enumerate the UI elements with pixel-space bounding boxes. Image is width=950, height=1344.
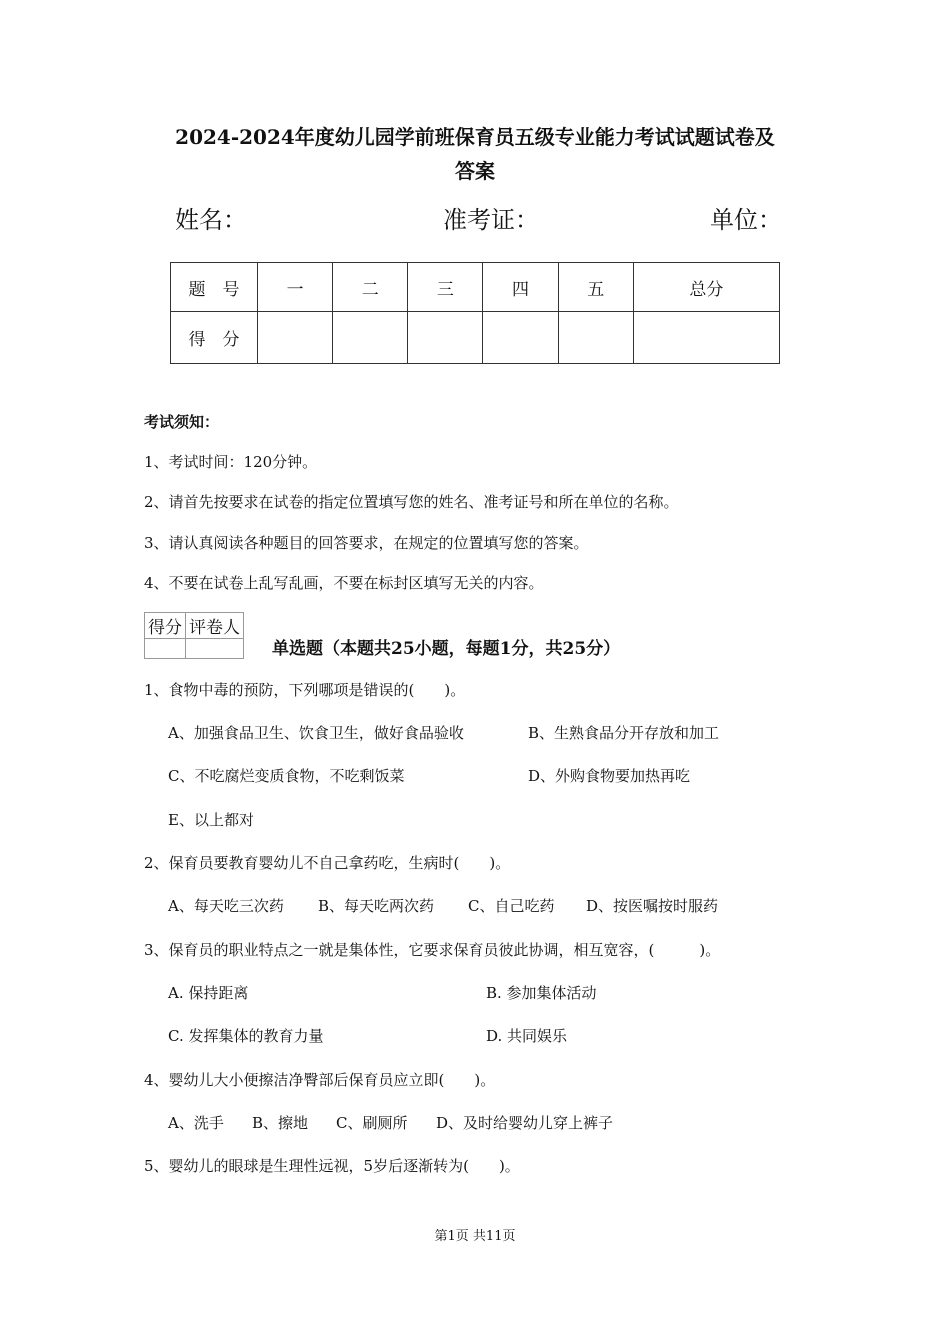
question-option[interactable]: D、及时给婴幼儿穿上裤子 [436, 1114, 614, 1132]
exam-title-line1: 2024-2024年度幼儿园学前班保育员五级专业能力考试试题试卷及 [175, 125, 775, 149]
question-stem: 3、保育员的职业特点之一就是集体性，它要求保育员彼此协调，相互宽容，( )。 [144, 941, 721, 959]
grader-name-label: 评卷人 [186, 613, 244, 639]
instruction-item: 2、请首先按要求在试卷的指定位置填写您的姓名、准考证号和所在单位的名称。 [144, 493, 679, 511]
instruction-item: 1、考试时间：120分钟。 [144, 453, 318, 471]
question-option[interactable]: B. 参加集体活动 [486, 984, 597, 1002]
name-field-label: 姓名： [175, 206, 247, 234]
score-cell-total[interactable] [633, 312, 779, 364]
question-option[interactable]: C、不吃腐烂变质食物，不吃剩饭菜 [168, 767, 405, 785]
question-option[interactable]: D、外购食物要加热再吃 [528, 767, 691, 785]
score-cell-2[interactable] [333, 312, 408, 364]
instruction-item: 4、不要在试卷上乱写乱画，不要在标封区填写无关的内容。 [144, 574, 544, 592]
score-table-score-row [171, 312, 780, 364]
grader-name-cell[interactable] [186, 639, 244, 659]
question-option[interactable]: A、洗手 [168, 1114, 224, 1132]
question-stem: 2、保育员要教育婴幼儿不自己拿药吃，生病时( )。 [144, 854, 511, 872]
score-cell-1[interactable] [258, 312, 333, 364]
question-stem: 1、食物中毒的预防，下列哪项是错误的( )。 [144, 681, 466, 699]
exam-title-line2: 答案 [455, 159, 495, 183]
score-label: 得 分 [171, 312, 258, 364]
question-stem: 5、婴幼儿的眼球是生理性远视，5岁后逐渐转为( )。 [144, 1157, 520, 1175]
score-col-3: 三 [408, 263, 483, 312]
score-table [170, 262, 780, 364]
question-option[interactable]: B、生熟食品分开存放和加工 [528, 724, 720, 742]
question-option[interactable]: A. 保持距离 [168, 984, 249, 1002]
score-col-1: 一 [258, 263, 333, 312]
question-option[interactable]: B、擦地 [252, 1114, 309, 1132]
instruction-item: 3、请认真阅读各种题目的回答要求，在规定的位置填写您的答案。 [144, 534, 589, 552]
question-stem: 4、婴幼儿大小便擦洁净臀部后保育员应立即( )。 [144, 1071, 496, 1089]
question-option[interactable]: B、每天吃两次药 [318, 897, 435, 915]
score-table-header-row [171, 263, 780, 312]
grader-box [144, 612, 244, 659]
instructions-heading: 考试须知： [144, 413, 220, 431]
score-cell-3[interactable] [408, 312, 483, 364]
score-col-5: 五 [558, 263, 633, 312]
score-cell-4[interactable] [483, 312, 558, 364]
question-option[interactable]: A、每天吃三次药 [168, 897, 284, 915]
page-footer: 第1页 共11页 [434, 1229, 516, 1244]
question-option[interactable]: E、以上都对 [168, 811, 254, 829]
unit-field-label: 单位： [710, 206, 782, 234]
score-cell-5[interactable] [558, 312, 633, 364]
question-option[interactable]: C. 发挥集体的教育力量 [168, 1027, 324, 1045]
score-col-4: 四 [483, 263, 558, 312]
score-col-2: 二 [333, 263, 408, 312]
question-option[interactable]: D. 共同娱乐 [486, 1027, 568, 1045]
section-title: 单选题（本题共25小题，每题1分，共25分） [272, 639, 621, 659]
question-option[interactable]: A、加强食品卫生、饮食卫生，做好食品验收 [168, 724, 464, 742]
grader-score-cell[interactable] [145, 639, 186, 659]
question-option[interactable]: C、自己吃药 [468, 897, 555, 915]
exam-id-field-label: 准考证： [443, 206, 539, 234]
question-option[interactable]: D、按医嘱按时服药 [586, 897, 719, 915]
question-number-label: 题 号 [171, 263, 258, 312]
question-option[interactable]: C、刷厕所 [336, 1114, 408, 1132]
grader-score-label: 得分 [145, 613, 186, 639]
score-col-total: 总分 [633, 263, 779, 312]
